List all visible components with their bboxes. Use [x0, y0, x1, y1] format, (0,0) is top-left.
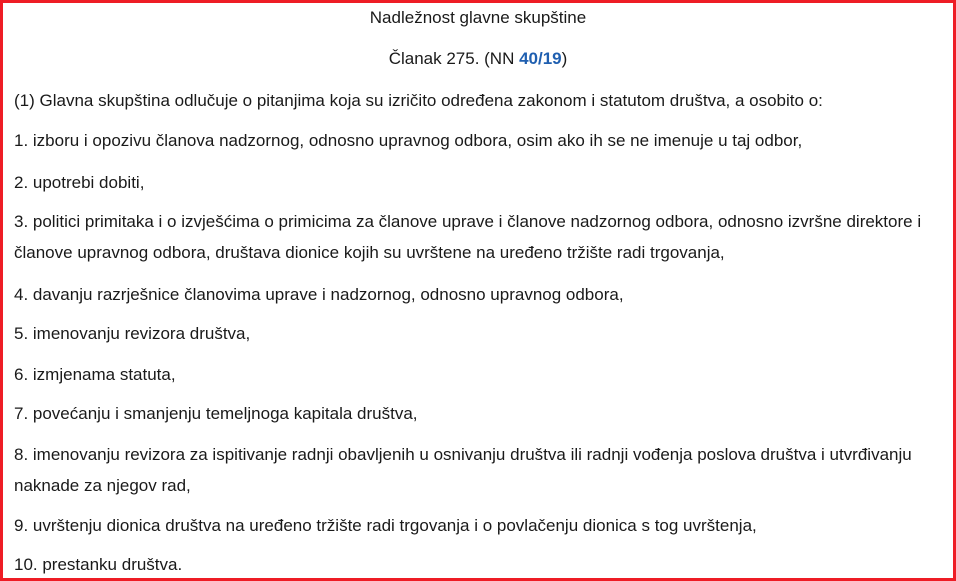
list-item-9: 9. uvrštenju dionica društva na uređeno tržište radi trgovanja i o povlačenju dionica s tog uvrštenja, — [14, 516, 757, 535]
list-item-4: 4. davanju razrješnice članovima uprave i nadzornog, odnosno upravnog odbora, — [14, 285, 624, 304]
article-title — [3, 48, 953, 70]
article-prefix: Članak 275. (NN — [388, 49, 520, 68]
list-item-10: 10. prestanku društva. — [14, 555, 183, 574]
intro-paragraph: (1) Glavna skupština odlučuje o pitanjima koja su izričito određena zakonom i statutom društva, a osobito o: — [14, 91, 823, 110]
list-item-7: 7. povećanju i smanjenju temeljnoga kapitala društva, — [14, 404, 418, 423]
list-item-3: 3. politici primitaka i o izvješćima o primicima za članove uprave i članove nadzornog odbora, odnosno izvršne direktore i članove upravnog odbora, društava dionice kojih su uvrštene na uređeno tržište radi trgovanja, — [14, 212, 922, 262]
list-item-5: 5. imenovanju revizora društva, — [14, 324, 251, 343]
list-item-6: 6. izmjenama statuta, — [14, 365, 176, 384]
article-suffix: ) — [561, 49, 568, 68]
section-heading: Nadležnost glavne skupštine — [369, 8, 587, 27]
gazette-link[interactable]: 40/19 — [519, 49, 562, 68]
list-item-8: 8. imenovanju revizora za ispitivanje radnji obavljenih u osnivanju društva ili radnji vođenja poslova društva i utvrđivanju naknade za njegov rad, — [14, 445, 912, 495]
list-item-1: 1. izboru i opozivu članova nadzornog, odnosno upravnog odbora, osim ako ih se ne imenuje u taj odbor, — [14, 131, 803, 150]
list-item-2: 2. upotrebi dobiti, — [14, 173, 145, 192]
